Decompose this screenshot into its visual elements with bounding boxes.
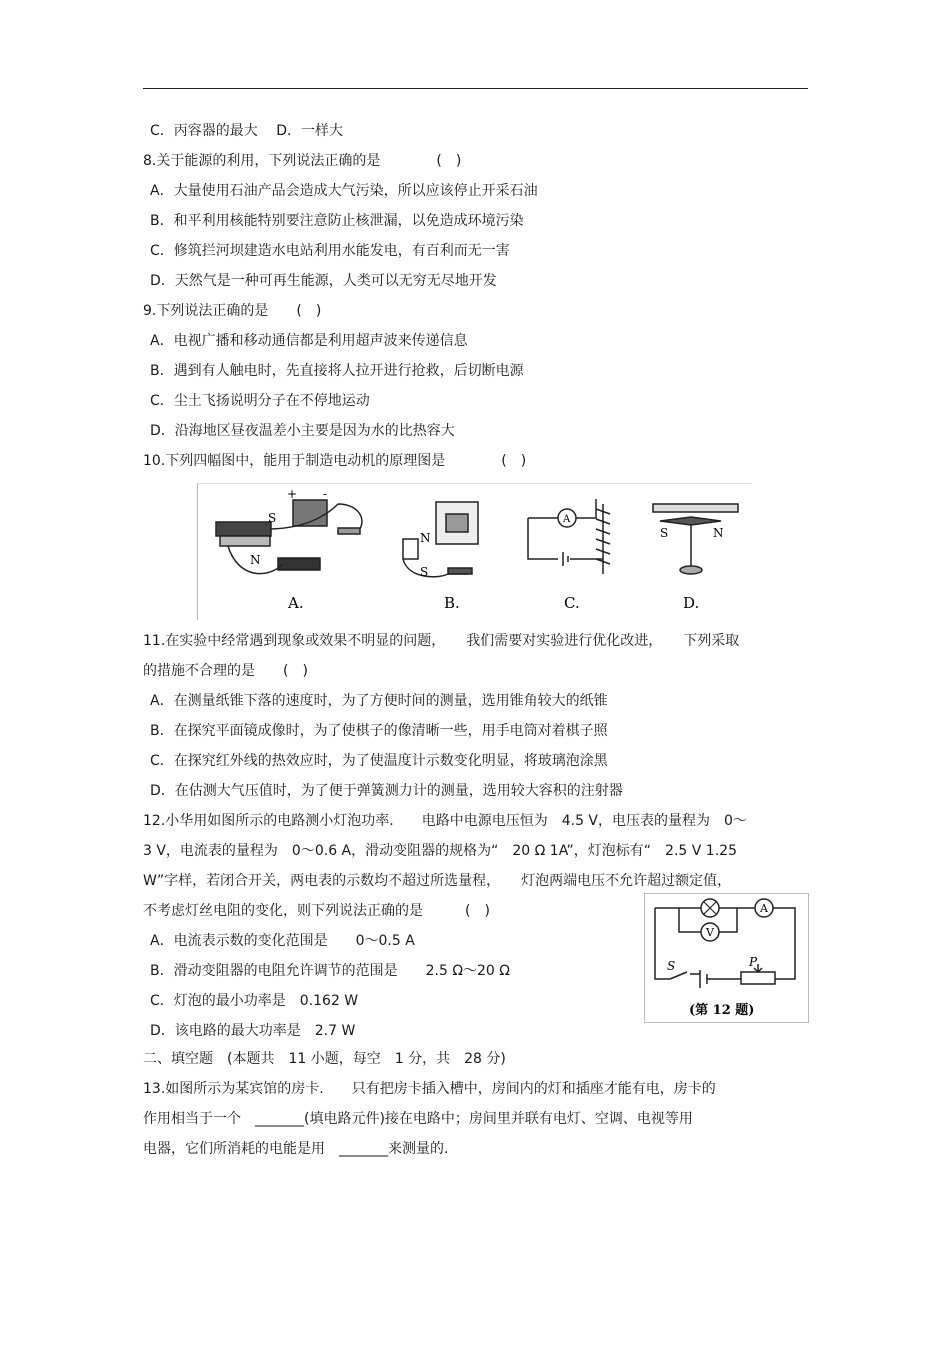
q8-option-b: B．和平利用核能特别要注意防止核泄漏，以免造成环境污染 (150, 213, 524, 229)
diagram-b-caption: B. (444, 594, 460, 612)
q8-option-d: D．天然气是一种可再生能源，人类可以无穷无尽地开发 (150, 273, 497, 289)
q13-stem-line2: 作用相当于一个 _______(填电路元件)接在电路中；房间里并联有电灯、空调、电视等用 (143, 1111, 693, 1127)
q12-stem-line4: 不考虑灯丝电阻的变化，则下列说法正确的是 ( ) (143, 903, 490, 919)
q13-stem-line1: 13.如图所示为某宾馆的房卡. 只有把房卡插入槽中，房间内的灯和插座才能有电，房卡的 (143, 1081, 716, 1097)
q11-option-a: A．在测量纸锥下落的速度时，为了方便时间的测量，选用锥角较大的纸锥 (150, 693, 608, 709)
diagram-a-caption: A. (288, 594, 304, 612)
diagram-d-label-s: S (660, 526, 669, 540)
q10-figure (197, 483, 751, 620)
q11-option-b: B．在探究平面镜成像时，为了使棋子的像清晰一些，用手电筒对着棋子照 (150, 723, 608, 739)
diagram-d-label-n: N (713, 526, 724, 540)
diagram-b (403, 502, 478, 577)
diagram-a-label-n: N (250, 553, 261, 567)
diagram-b-label-n: N (420, 531, 431, 545)
section-2-heading: 二、填空题 (本题共 11 小题，每空 1 分，共 28 分) (143, 1051, 506, 1067)
slider-label: P (749, 955, 758, 969)
q10-stem: 10.下列四幅图中，能用于制造电动机的原理图是 ( ) (143, 453, 527, 469)
q9-option-a: A．电视广播和移动通信都是利用超声波来传递信息 (150, 333, 468, 349)
q9-option-c: C．尘土飞扬说明分子在不停地运动 (150, 393, 370, 409)
q11-option-c: C．在探究红外线的热效应时，为了使温度计示数变化明显，将玻璃泡涂黑 (150, 753, 608, 769)
q8-option-c: C．修筑拦河坝建造水电站利用水能发电，有百利而无一害 (150, 243, 510, 259)
q12-stem-line3: W”字样，若闭合开关，两电表的示数均不超过所选量程， 灯泡两端电压不允许超过额定值， (143, 873, 732, 889)
q9-option-b: B．遇到有人触电时，先直接将人拉开进行抢救，后切断电源 (150, 363, 524, 379)
diagram-a-label-s: S (268, 511, 277, 525)
q7-option-cd: C．丙容器的最大 D．一样大 (150, 123, 344, 139)
q12-stem-line1: 12.小华用如图所示的电路测小灯泡功率. 电路中电源电压恒为 4.5 V，电压表的量程为 0～ (143, 813, 747, 829)
q12-option-b: B．滑动变阻器的电阻允许调节的范围是 2.5 Ω～20 Ω (150, 963, 510, 979)
q12-option-a: A．电流表示数的变化范围是 0～0.5 A (150, 933, 415, 949)
q11-option-d: D．在估测大气压值时，为了便于弹簧测力计的测量，选用较大容积的注射器 (150, 783, 623, 799)
voltmeter-label: V (706, 926, 714, 939)
diagram-c (528, 499, 610, 574)
diagram-b-label-s: S (420, 565, 429, 579)
q11-stem-line1: 11.在实验中经常遇到现象或效果不明显的问题， 我们需要对实验进行优化改进， 下列采取 (143, 633, 740, 649)
q12-circuit-figure (644, 893, 809, 1023)
header-rule (143, 88, 808, 89)
switch-label: S (667, 959, 676, 973)
ammeter-c-label: A (563, 514, 571, 525)
q9-option-d: D．沿海地区昼夜温差小主要是因为水的比热容大 (150, 423, 455, 439)
q12-option-c: C．灯泡的最小功率是 0.162 W (150, 993, 359, 1009)
q11-stem-line2: 的措施不合理的是 ( ) (143, 663, 308, 679)
q12-option-d: D．该电路的最大功率是 2.7 W (150, 1023, 356, 1039)
q8-stem: 8.关于能源的利用，下列说法正确的是 ( ) (143, 153, 462, 169)
battery-minus-label: - (323, 487, 328, 501)
figure12-caption: (第 12 题) (689, 1003, 755, 1018)
ammeter-label: A (760, 902, 768, 915)
circuit-wires (655, 908, 795, 988)
diagram-d-caption: D. (683, 594, 700, 612)
diagram-c-caption: C. (564, 594, 580, 612)
q9-stem: 9.下列说法正确的是 ( ) (143, 303, 322, 319)
diagram-a (216, 500, 362, 574)
q12-stem-line2: 3 V，电流表的量程为 0～0.6 A，滑动变阻器的规格为“ 20 Ω 1A”，灯泡标有“ 2.5 V 1.25 (143, 843, 737, 859)
q8-option-a: A．大量使用石油产品会造成大气污染，所以应该停止开采石油 (150, 183, 538, 199)
q13-stem-line3: 电器，它们所消耗的电能是用 _______来测量的. (143, 1141, 449, 1157)
battery-plus-label: + (287, 487, 298, 501)
